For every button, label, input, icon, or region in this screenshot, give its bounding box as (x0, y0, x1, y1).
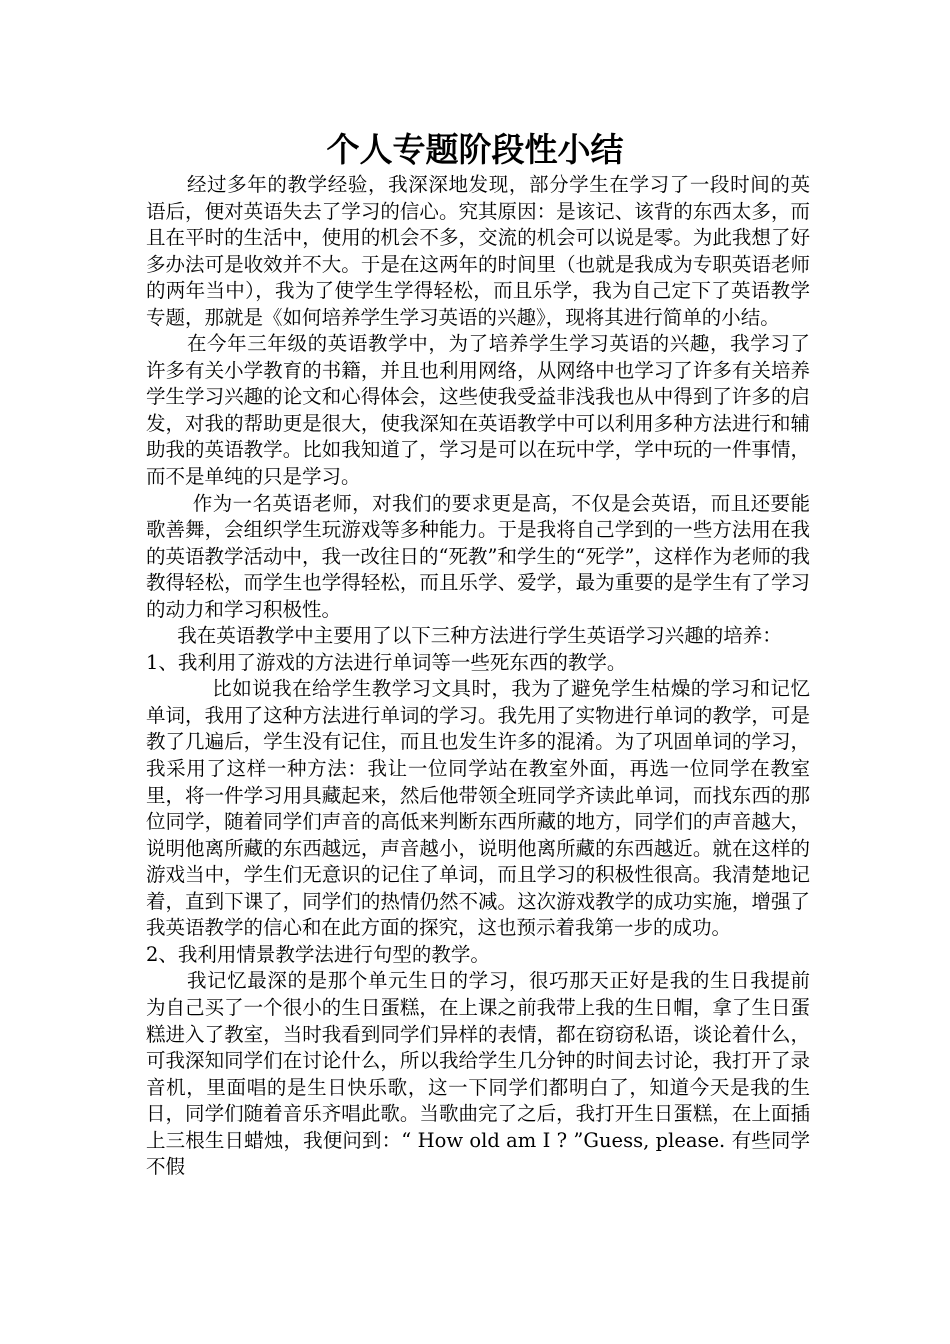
list-item-heading: 1、我利用了游戏的方法进行单词等一些死东西的教学。 (146, 650, 627, 674)
document-body (146, 172, 810, 1181)
paragraph: 我在英语教学中主要用了以下三种方法进行学生英语学习兴趣的培养： (177, 624, 782, 648)
list-item-heading: 2、我利用情景教学法进行句型的教学。 (146, 942, 490, 966)
paragraph: 在今年三年级的英语教学中，为了培养学生学习英语的兴趣，我学习了许多有关小学教育的书籍，并且也利用网络，从网络中也学习了许多有关培养学生学习兴趣的论文和心得体会，这些使我受益非浅我也从中得到了许多的启发，对我的帮助更是很大，使我深知在英语教学中可以利用多种方法进行和辅助我的英语教学。比如我知道了，学习是可以在玩中学，学中玩的一件事情，而不是单纯的只是学习。 (146, 332, 810, 489)
paragraph: 比如说我在给学生教学习文具时，我为了避免学生枯燥的学习和记忆单词，我用了这种方法进行单词的学习。我先用了实物进行单词的教学，可是教了几遍后，学生没有记住，而且也发生许多的混淆。为了巩固单词的学习，我采用了这样一种方法：我让一位同学站在教室外面，再选一位同学在教室里，将一件学习用具藏起来，然后他带领全班同学齐读此单词，而找东西的那位同学，随着同学们声音的高低来判断东西所藏的地方，同学们的声音越大，说明他离所藏的东西越远，声音越小，说明他离所藏的东西越近。就在这样的游戏当中，学生们无意识的记住了单词，而且学习的积极性很高。我清楚地记着，直到下课了，同学们的热情仍然不减。这次游戏教学的成功实施，增强了我英语教学的信心和在此方面的探究，这也预示着我第一步的成功。 (146, 677, 810, 940)
paragraph: 作为一名英语老师，对我们的要求更是高，不仅是会英语，而且还要能歌善舞，会组织学生玩游戏等多种能力。于是我将自己学到的一些方法用在我的英语教学活动中，我一改往日的“死教”和学生的“死学”，这样作为老师的我教得轻松，而学生也学得轻松，而且乐学、爱学，最为重要的是学生有了学习的动力和学习积极性。 (146, 491, 810, 621)
document-title: 个人专题阶段性小结 (326, 130, 624, 169)
paragraph: 经过多年的教学经验，我深深地发现，部分学生在学习了一段时间的英语后，便对英语失去了学习的信心。究其原因：是该记、该背的东西太多，而且在平时的生活中，使用的机会不多，交流的机会可以说是零。为此我想了好多办法可是收效并不大。于是在这两年的时间里（也就是我成为专职英语老师的两年当中），我为了使学生学得轻松，而且乐学，我为自己定下了英语教学专题，那就是《如何培养学生学习英语的兴趣》，现将其进行简单的小结。 (146, 173, 810, 329)
paragraph: 我记忆最深的是那个单元生日的学习，很巧那天正好是我的生日我提前为自己买了一个很小的生日蛋糕，在上课之前我带上我的生日帽，拿了生日蛋糕进入了教室，当时我看到同学们异样的表情，都在窃窃私语，谈论着什么，可我深知同学们在讨论什么，所以我给学生几分钟的时间去讨论，我打开了录音机，里面唱的是生日快乐歌，这一下同学们都明白了，知道今天是我的生日，同学们随着音乐齐唱此歌。当歌曲完了之后，我打开生日蛋糕，在上面插上三根生日蜡烛，我便问到：“ How old am I ? ”Guess, please. 有些同学不假 (146, 969, 810, 1179)
